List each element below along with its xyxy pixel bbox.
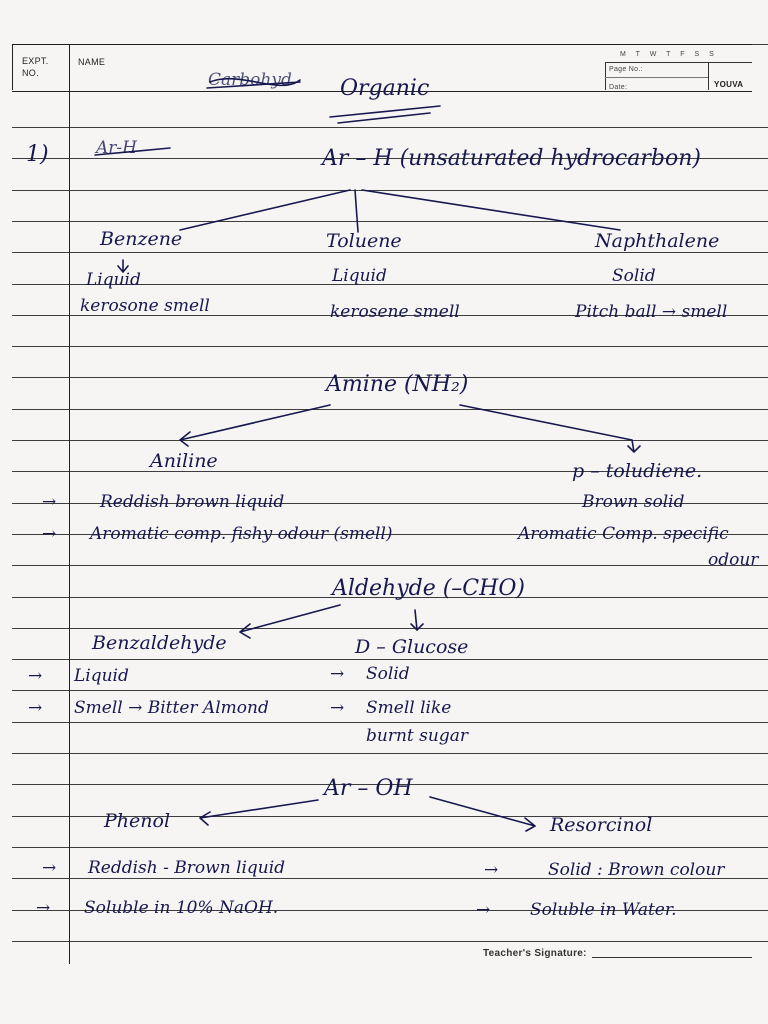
glucose-line-3: burnt sugar bbox=[366, 726, 468, 746]
glucose-arrow-1: → bbox=[330, 664, 345, 684]
teacher-signature-label: Teacher's Signature: bbox=[483, 948, 587, 959]
amine-heading: Amine (NH₂) bbox=[326, 372, 469, 397]
aniline-arrow-2: → bbox=[42, 524, 57, 544]
glucose-arrow-2: → bbox=[330, 698, 345, 718]
naphthalene-smell: Pitch ball → smell bbox=[575, 302, 728, 322]
naphthalene-name: Naphthalene bbox=[595, 230, 720, 252]
benzene-name: Benzene bbox=[100, 228, 183, 250]
benzaldehyde-name: Benzaldehyde bbox=[92, 632, 227, 654]
resorcinol-line-2: Soluble in Water. bbox=[530, 900, 677, 920]
brand-name: YOUVA bbox=[714, 80, 744, 89]
branch-toluene bbox=[355, 190, 358, 232]
glucose-line-1: Solid bbox=[366, 664, 410, 684]
phenol-name: Phenol bbox=[104, 810, 171, 832]
benzaldehyde-arrow-2: → bbox=[28, 698, 43, 718]
amine-arrow-left bbox=[180, 405, 330, 446]
benzaldehyde-line-2: Smell → Bitter Almond bbox=[74, 698, 269, 718]
resorcinol-arrow-2: → bbox=[476, 900, 491, 920]
resorcinol-line-1: Solid : Brown colour bbox=[548, 860, 725, 880]
page-no-label: Page No.: bbox=[609, 66, 643, 73]
amine-arrow-right bbox=[460, 405, 640, 452]
aniline-line-2: Aromatic comp. fishy odour (smell) bbox=[90, 524, 393, 544]
page-title: Organic bbox=[340, 76, 430, 101]
phenol-arrow-1: → bbox=[42, 858, 57, 878]
naphthalene-state: Solid bbox=[612, 266, 656, 286]
section-index: 1) bbox=[26, 142, 49, 167]
aldehyde-heading: Aldehyde (–CHO) bbox=[332, 576, 525, 601]
expt-no-label: EXPT. NO. bbox=[22, 56, 49, 78]
aroh-arrow-right bbox=[430, 797, 535, 831]
phenol-line-2: Soluble in 10% NaOH. bbox=[84, 898, 279, 918]
teacher-signature-line bbox=[592, 957, 752, 958]
branch-naphthalene bbox=[362, 190, 620, 230]
title-crossed-word: Carbohyd bbox=[208, 70, 292, 90]
aroh-heading: Ar – OH bbox=[324, 776, 413, 801]
arh-heading: Ar – H (unsaturated hydrocarbon) bbox=[322, 146, 701, 171]
toluene-name: Toluene bbox=[326, 230, 402, 252]
resorcinol-name: Resorcinol bbox=[550, 814, 653, 836]
aroh-arrow-left bbox=[200, 800, 318, 825]
benzaldehyde-arrow-1: → bbox=[28, 666, 43, 686]
phenol-line-1: Reddish - Brown liquid bbox=[88, 858, 286, 878]
aldehyde-arrow-down bbox=[411, 610, 423, 630]
benzene-state: Liquid bbox=[86, 270, 141, 290]
aniline-line-1: Reddish brown liquid bbox=[100, 492, 285, 512]
benzene-smell: kerosone smell bbox=[80, 296, 210, 316]
glucose-line-2: Smell like bbox=[366, 698, 452, 718]
date-label: Date: bbox=[609, 84, 628, 91]
aniline-arrow-1: → bbox=[42, 492, 57, 512]
toluidine-line-1: Brown solid bbox=[582, 492, 685, 512]
branch-benzene bbox=[180, 190, 350, 230]
title-underline-1 bbox=[330, 106, 440, 117]
benzaldehyde-line-1: Liquid bbox=[74, 666, 129, 686]
aldehyde-arrow-left bbox=[240, 605, 340, 638]
resorcinol-arrow-1: → bbox=[484, 860, 499, 880]
name-label: NAME bbox=[78, 57, 106, 67]
toluidine-line-3: odour bbox=[708, 550, 759, 570]
arh-crossed-text: Ar-H bbox=[96, 138, 137, 158]
phenol-arrow-2: → bbox=[36, 898, 51, 918]
toluene-state: Liquid bbox=[332, 266, 387, 286]
toluidine-line-2: Aromatic Comp. specific bbox=[518, 524, 729, 544]
glucose-name: D – Glucose bbox=[355, 636, 469, 658]
toluidine-name: p – toludiene. bbox=[572, 460, 703, 482]
weekday-letters: M T W T F S S bbox=[620, 51, 718, 58]
toluene-smell: kerosene smell bbox=[330, 302, 460, 322]
aniline-name: Aniline bbox=[150, 450, 218, 472]
